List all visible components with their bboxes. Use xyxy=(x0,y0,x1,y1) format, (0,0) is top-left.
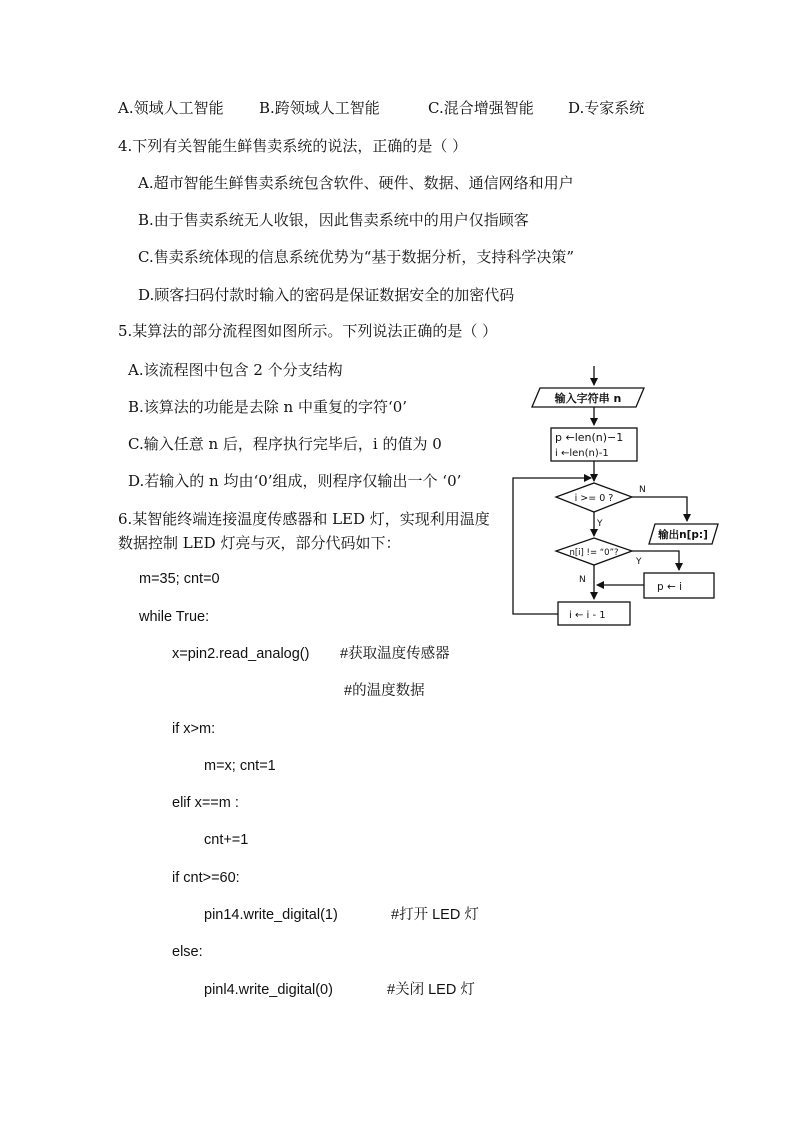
code-line-8: cnt+=1 xyxy=(204,832,249,848)
q4-stem: 4.下列有关智能生鲜售卖系统的说法，正确的是（ ） xyxy=(118,137,468,155)
q3-option-a: A.领域人工智能 xyxy=(118,99,224,117)
code-comment-3: #获取温度传感器 xyxy=(340,646,450,662)
q5-option-a: A.该流程图中包含 2 个分支结构 xyxy=(128,361,343,379)
cond1-label: i >= 0 ? xyxy=(574,493,614,504)
code-comment-10: #打开 LED 灯 xyxy=(391,907,479,923)
q4-option-a: A.超市智能生鲜售卖系统包含软件、硬件、数据、通信网络和用户 xyxy=(138,174,574,192)
flow-arrow-cond1-no xyxy=(632,497,687,521)
code-line-12: pinl4.write_digital(0) xyxy=(204,982,333,998)
code-line-6: m=x; cnt=1 xyxy=(204,758,276,774)
q3-option-d: D.专家系统 xyxy=(568,99,645,117)
q4-option-d: D.顾客扫码付款时输入的密码是保证数据安全的加密代码 xyxy=(138,286,515,304)
q3-option-c: C.混合增强智能 xyxy=(428,99,534,117)
output-label: 输出n[p:] xyxy=(658,529,708,541)
init-i-label: i ←len(n)-1 xyxy=(555,448,609,459)
q4-option-b: B.由于售卖系统无人收银，因此售卖系统中的用户仅指顾客 xyxy=(138,211,529,229)
init-p-label: p ←len(n)−1 xyxy=(555,431,624,444)
code-line-11: else: xyxy=(172,944,203,960)
flowchart-diagram xyxy=(505,360,745,630)
cond1-yes-label: Y xyxy=(597,519,603,529)
code-line-7: elif x==m : xyxy=(172,795,239,811)
q5-stem: 5.某算法的部分流程图如图所示。下列说法正确的是（ ） xyxy=(118,322,498,340)
code-line-2: while True: xyxy=(139,609,210,625)
code-line-5: if x>m: xyxy=(172,721,216,737)
q6-stem-line2: 数据控制 LED 灯亮与灭，部分代码如下： xyxy=(118,534,401,552)
input-label: 输入字符串 n xyxy=(554,392,622,405)
assign-p-label: p ← i xyxy=(657,581,683,593)
q5-option-d: D.若输入的 n 均由‘0’组成，则程序仅输出一个 ‘0’ xyxy=(128,472,462,490)
q4-option-c: C.售卖系统体现的信息系统优势为“基于数据分析，支持科学决策” xyxy=(138,248,575,266)
cond2-yes-label: Y xyxy=(636,557,642,567)
cond2-label: n[i] != “0”? xyxy=(569,548,619,558)
assign-i-label: i ← i - 1 xyxy=(569,610,606,621)
cond1-no-label: N xyxy=(639,485,646,495)
q6-stem-line1: 6.某智能终端连接温度传感器和 LED 灯，实现利用温度 xyxy=(118,510,490,528)
code-line-1: m=35; cnt=0 xyxy=(139,571,220,587)
q5-option-b: B.该算法的功能是去除 n 中重复的字符‘0’ xyxy=(128,398,408,416)
code-line-10: pin14.write_digital(1) xyxy=(204,907,338,923)
code-line-3: x=pin2.read_analog() xyxy=(172,646,310,662)
q3-option-b: B.跨领域人工智能 xyxy=(259,99,380,117)
code-comment-12: #关闭 LED 灯 xyxy=(387,982,475,998)
code-comment-4: #的温度数据 xyxy=(344,683,425,699)
cond2-no-label: N xyxy=(579,575,586,585)
q5-option-c: C.输入任意 n 后，程序执行完毕后，i 的值为 0 xyxy=(128,435,442,453)
code-line-9: if cnt>=60: xyxy=(172,870,240,886)
